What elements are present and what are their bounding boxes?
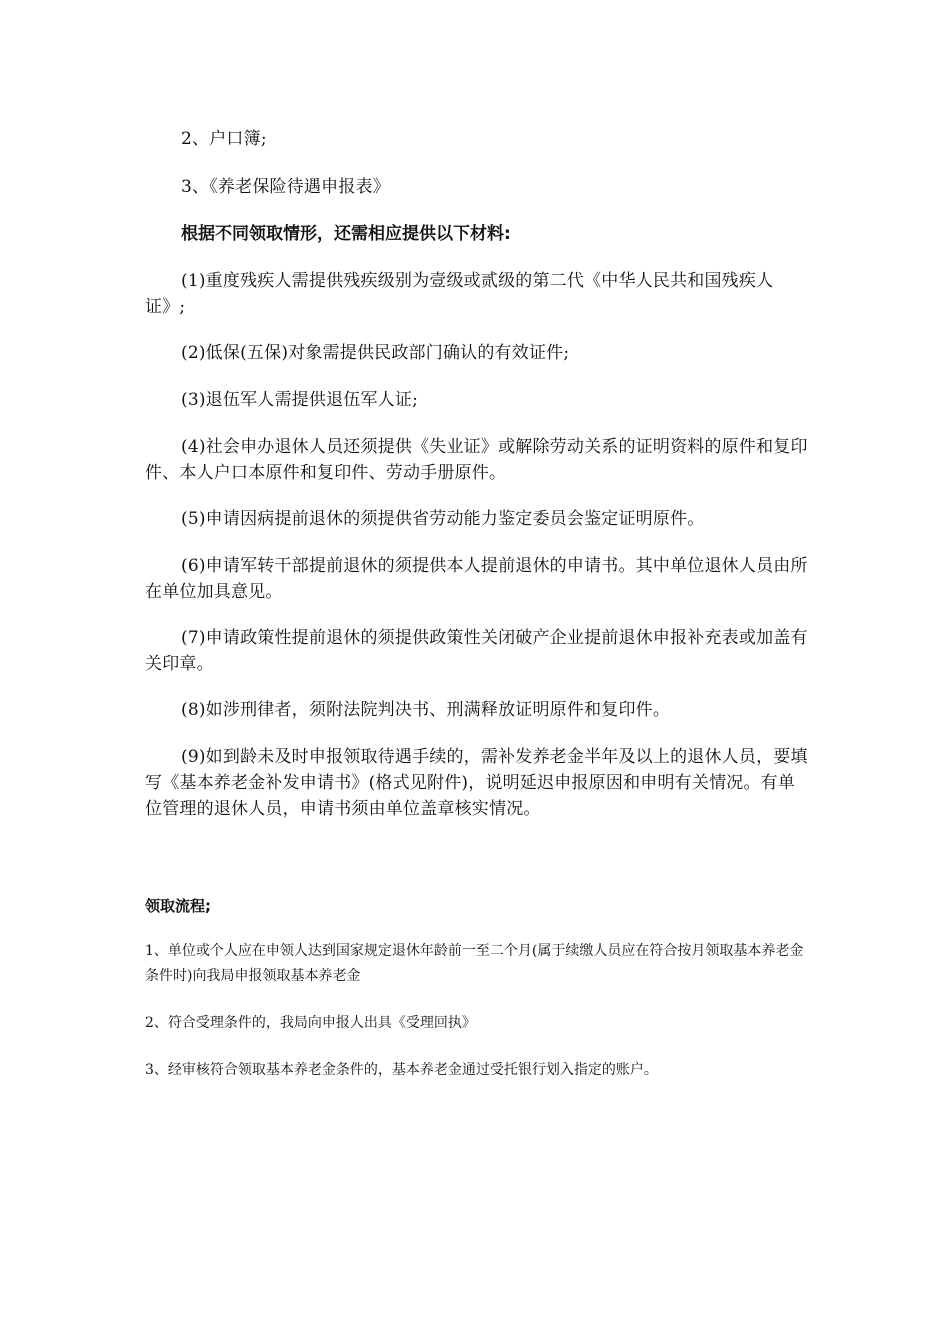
required-item-2: 2、户口簿; [181, 129, 267, 149]
conditional-item-1: (1)重度残疾人需提供残疾级别为壹级或贰级的第二代《中华人民共和国残疾人证》; [145, 271, 774, 317]
conditional-item-8: (8)如涉刑律者，须附法院判决书、刑满释放证明原件和复印件。 [181, 700, 671, 720]
conditional-item-7: (7)申请政策性提前退休的须提供政策性关闭破产企业提前退休申报补充表或加盖有关印章。 [145, 628, 808, 674]
required-item-3: 3、《养老保险待遇申报表》 [181, 177, 390, 197]
process-step-3: 3、经审核符合领取基本养老金条件的，基本养老金通过受托银行划入指定的账户。 [145, 1062, 658, 1078]
conditional-heading: 根据不同领取情形，还需相应提供以下材料: [181, 224, 511, 244]
conditional-item-5: (5)申请因病提前退休的须提供省劳动能力鉴定委员会鉴定证明原件。 [181, 509, 705, 529]
process-heading: 领取流程; [145, 897, 211, 915]
conditional-item-3: (3)退伍军人需提供退伍军人证; [181, 390, 419, 410]
conditional-item-9: (9)如到龄未及时申报领取待遇手续的，需补发养老金半年及以上的退休人员，要填写《基本养老金补发申请书》(格式见附件)，说明延迟申报原因和申明有关情况。有单位管理的退休人员，申请书须由单位盖章核实情况。 [145, 747, 808, 819]
conditional-item-4: (4)社会申办退休人员还须提供《失业证》或解除劳动关系的证明资料的原件和复印件、本人户口本原件和复印件、劳动手册原件。 [145, 437, 808, 483]
conditional-item-2: (2)低保(五保)对象需提供民政部门确认的有效证件; [181, 343, 570, 363]
process-step-2: 2、符合受理条件的，我局向申报人出具《受理回执》 [145, 1015, 476, 1031]
process-step-1: 1、单位或个人应在申领人达到国家规定退休年龄前一至二个月(属于续缴人员应在符合按月领取基本养老金条件时)向我局申报领取基本养老金 [145, 943, 804, 984]
conditional-item-6: (6)申请军转干部提前退休的须提供本人提前退休的申请书。其中单位退休人员由所在单位加具意见。 [145, 556, 808, 602]
